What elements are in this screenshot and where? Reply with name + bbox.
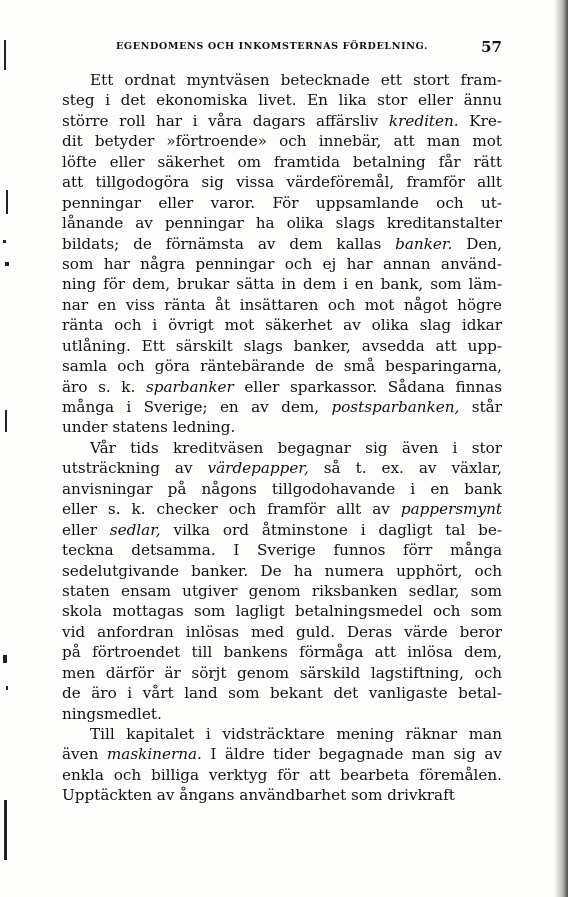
text-line: skola mottagas som lagligt betalningsmedel och som [62,602,502,621]
italic-term: banker. [395,234,453,253]
text-line: eller s. k. checker och framför allt av pappersmynt [62,500,502,519]
italic-term: krediten. [388,111,459,130]
text-line: sedelutgivande banker. De ha numera upphört, och [62,561,502,580]
text-line: penningar eller varor. För uppsamlande och ut- [62,193,502,212]
text-line: anvisningar på någons tillgodohavande i en bank [62,479,502,498]
running-title: EGENDOMENS OCH INKOMSTERNAS FÖRDELNING. [116,41,428,52]
text-line: steg i det ekonomiska livet. En lika stor eller ännu [62,91,502,110]
text-line: löfte eller säkerhet om framtida betalning får rätt [62,152,502,171]
text-line: ränta och i övrigt mot säkerhet av olika slag idkar [62,316,502,335]
page-header [116,38,502,56]
body-text [62,70,502,806]
text-line: nar en viss ränta åt insättaren och mot något högre [62,295,502,314]
text-line: som har några penningar och ej har annan använd- [62,254,502,273]
text-line: Ett ordnat myntväsen betecknade ett stort fram- [90,71,502,89]
text-line: utlåning. Ett särskilt slags banker, avsedda att upp- [62,336,502,355]
text-line: men därför är sörjt genom särskild lagstiftning, och [62,663,502,682]
italic-term: värdepapper, [207,459,309,478]
italic-term: sparbanker [145,377,234,396]
text-line: lånande av penningar ha olika slags kreditanstalter [62,214,502,233]
text-line: ningsmedlet. [62,704,162,723]
italic-term: maskinerna. [106,745,202,764]
page-edge-shadow [554,0,568,897]
text-line: Till kapitalet i vidsträcktare mening räknar man [90,725,502,743]
text-line: Upptäckten av ångans användbarhet som drivkraft [62,786,455,805]
text-line: större roll har i våra dagars affärsliv krediten. Kre- [62,111,502,130]
text-line: även maskinerna. I äldre tider begagnade man sig av [62,745,502,764]
text-line: ning för dem, brukar sätta in dem i en bank, som läm- [62,275,502,294]
text-line: Vår tids kreditväsen begagnar sig även i stor [90,438,502,457]
text-line: äro s. k. sparbanker eller sparkassor. Sådana finnas [62,377,503,396]
text-line: dit betyder »förtroende» och innebär, att man mot [62,132,502,151]
text-line: under statens ledning. [62,418,236,437]
text-line: på förtroendet till bankens förmåga att inlösa dem, [62,643,502,662]
text-line: samla och göra räntebärande de små besparingarna, [62,357,502,376]
page-number: 57 [481,38,502,56]
text-line: många i Sverige; en av dem, postsparbanken, står [62,398,502,416]
text-line: utsträckning av värdepapper, så t. ex. av växlar, [62,459,502,478]
text-line: staten ensam utgiver genom riksbanken sedlar, som [62,581,502,600]
text-line: bildats; de förnämsta av dem kallas banker. Den, [62,234,502,253]
text-line: teckna detsamma. I Sverige funnos förr många [62,541,502,560]
italic-term: sedlar, [109,520,161,539]
text-line: enkla och billiga verktyg för att bearbeta föremålen. [62,765,502,784]
text-line: de äro i vårt land som bekant det vanligaste betal- [62,684,502,703]
text-line: att tillgodogöra sig vissa värdeföremål, framför allt [62,173,502,192]
italic-term: pappersmynt [400,500,502,519]
italic-term: postsparbanken, [331,398,460,416]
text-line: eller sedlar, vilka ord åtminstone i dagligt tal be- [62,520,502,539]
text-line: vid anfordran inlösas med guld. Deras värde beror [62,622,502,641]
